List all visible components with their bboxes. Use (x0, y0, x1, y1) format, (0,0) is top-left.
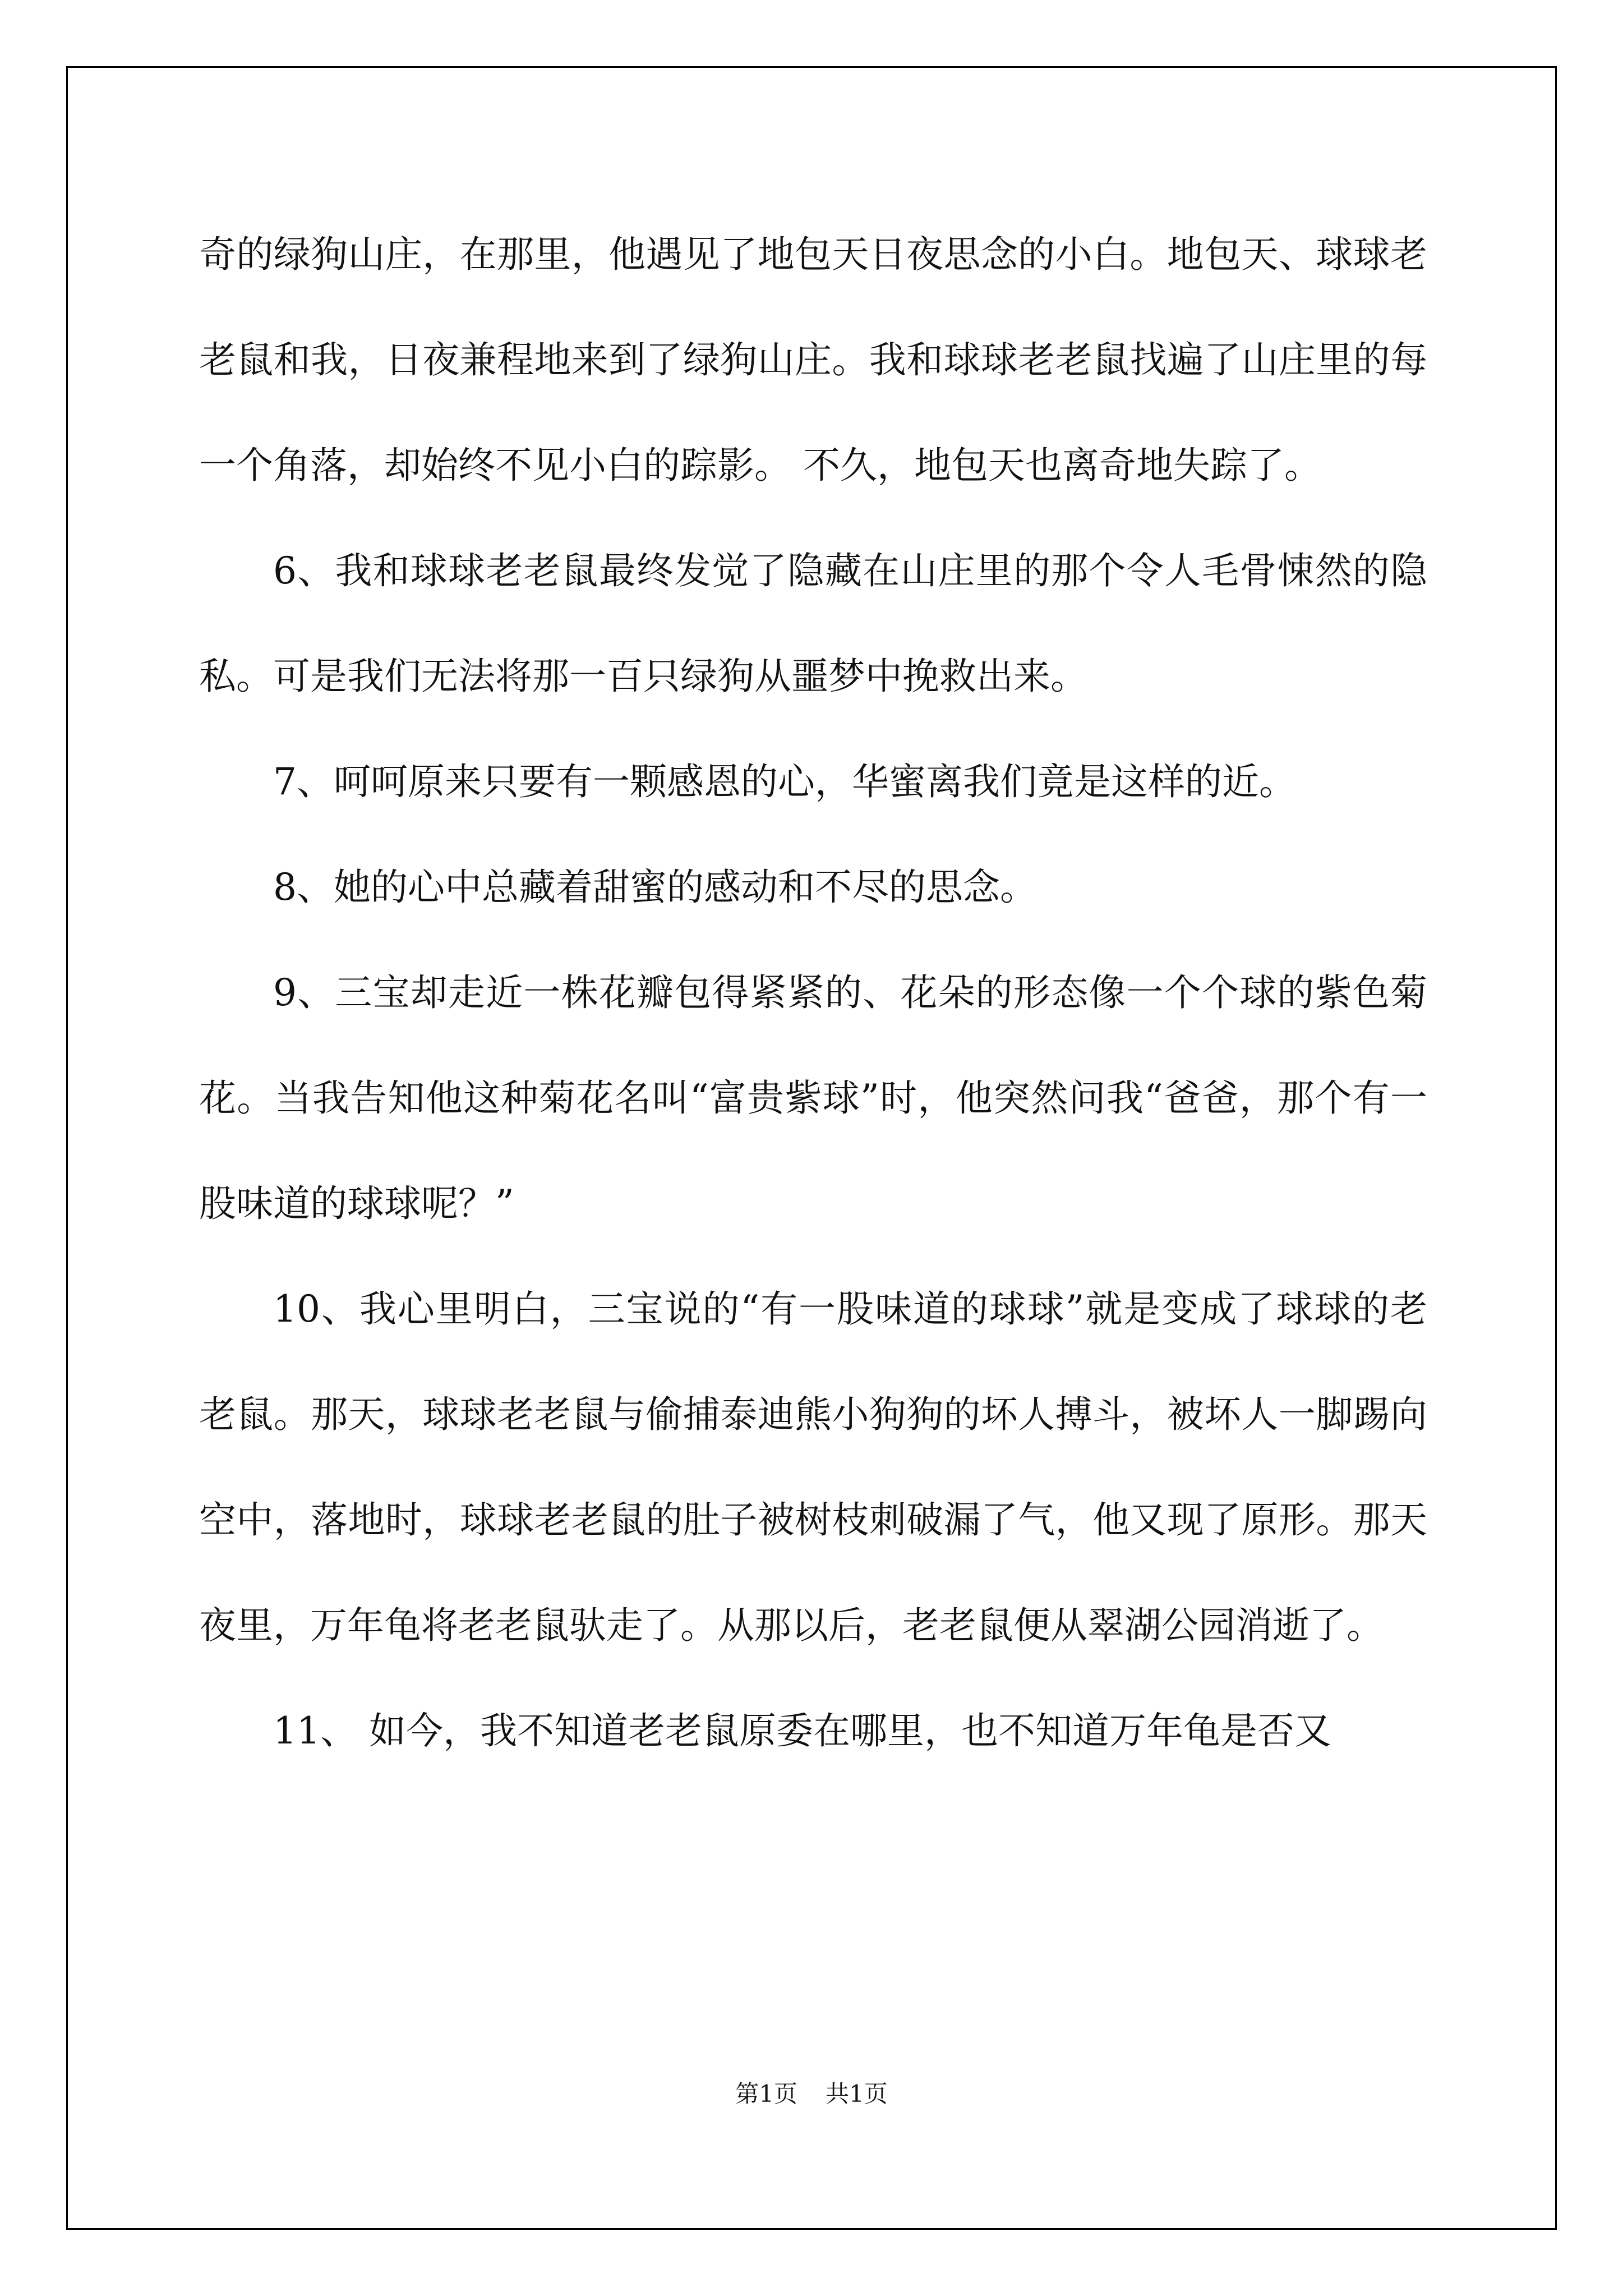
document-body (199, 202, 1427, 1784)
paragraph: 10、我心里明白，三宝说的“有一股味道的球球”就是变成了球球的老老鼠。那天，球球老老鼠与偷捕泰迪熊小狗狗的坏人搏斗，被坏人一脚踢向空中，落地时，球球老老鼠的肚子被树枝刺破漏了气，他又现了原形。那天夜里，万年龟将老老鼠驮走了。从那以后，老老鼠便从翠湖公园消逝了。 (199, 1287, 1427, 1647)
paragraph: 7、呵呵原来只要有一颗感恩的心，华蜜离我们竟是这样的近。 (273, 760, 1296, 803)
page-total: 共1页 (826, 2080, 888, 2108)
paragraph: 9、三宝却走近一株花瓣包得紧紧的、花朵的形态像一个个球的紫色菊花。当我告知他这种菊花名叫“富贵紫球”时，他突然问我“爸爸，那个有一股味道的球球呢？” (199, 971, 1427, 1225)
paragraph: 11、 如今，我不知道老老鼠原委在哪里，也不知道万年龟是否又 (273, 1709, 1331, 1752)
paragraph: 8、她的心中总藏着甜蜜的感动和不尽的思念。 (273, 866, 1037, 909)
page-number: 第1页 (735, 2080, 797, 2108)
page-footer (0, 2076, 1623, 2109)
paragraph: 6、我和球球老老鼠最终发觉了隐藏在山庄里的那个令人毛骨悚然的隐私。可是我们无法将那一百只绿狗从噩梦中挽救出来。 (199, 549, 1427, 698)
paragraph: 奇的绿狗山庄，在那里，他遇见了地包天日夜思念的小白。地包天、球球老老鼠和我，日夜兼程地来到了绿狗山庄。我和球球老老鼠找遍了山庄里的每一个角落，却始终不见小白的踪影。 不久，地包天也离奇地失踪了。 (199, 233, 1427, 487)
